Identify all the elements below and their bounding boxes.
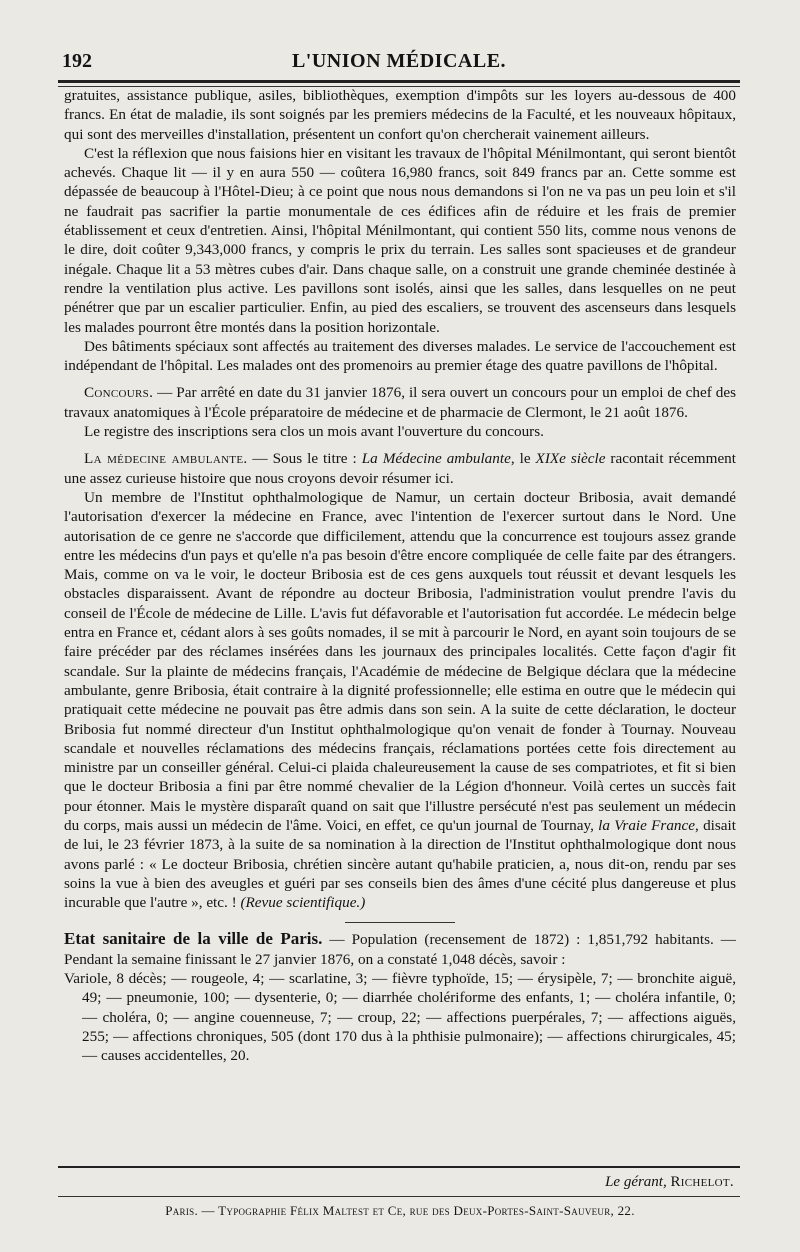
paragraph-text: — Sous le titre : — [247, 450, 362, 468]
paragraph: gratuites, assistance publique, asiles, bibliothèques, exemption d'impôts sur les loyers au-dessous de 400 francs. En état de maladie, ils sont soignés par les premiers médecins de la Faculté, et les nouveaux hôpitaux, qui sont des merveilles d'installation, présentent un confort qu'on chercherait vainement ailleurs. — [64, 87, 736, 143]
header-rule — [58, 80, 740, 83]
gerant-name: Richelot. — [670, 1174, 734, 1190]
article-body — [64, 86, 736, 1066]
etat-lead-paragraph — [64, 929, 736, 969]
section-heading: Concours. — [84, 384, 154, 402]
page-header — [58, 48, 740, 78]
paragraph: Des bâtiments spéciaux sont affectés au traitement des diverses malades. Le service de l'accouchement est indépendant de l'hôpital. Les malades ont des promenoirs au premier étage des quatre pavillons de l'hôpital. — [64, 337, 736, 375]
paragraph-medecine-ambulante — [64, 449, 736, 488]
printer-imprint: Paris. — Typographie Félix Maltest et Ce, rue des Deux-Portes-Saint-Sauveur, 22. — [165, 1203, 635, 1218]
etat-heading: Etat sanitaire de la ville de Paris. — [64, 929, 323, 949]
paragraph-text: , disait de lui, le 23 février 1873, à la suite de sa nomination à la direction de l'Institut ophthalmologique dont nous avons parlé : « Le docteur Bribosia, chrétien sincère autant qu'habile praticien, a, nous dit-on, rendu par ses soins la vue à bien des aveugles et guéri par ses conseils bien des âmes d'une cécité plus dangereuse et plus incurable que l'autre », etc. ! — [64, 816, 736, 912]
paragraph-text: , le — [510, 450, 536, 468]
gerant-label: Le gérant, — [605, 1174, 667, 1190]
italic-title: XIXe siècle — [535, 450, 606, 468]
paragraph-text: — Par arrêté en date du 31 janvier 1876, il sera ouvert un concours pour un emploi de chef des travaux anatomiques à l'École préparatoire de médecine et de pharmacie de Clermont, le 21 août 1876. — [64, 384, 736, 421]
footer-rule — [58, 1166, 740, 1168]
etat-sanitaire-section — [64, 929, 736, 1065]
italic-title: la Vraie France — [598, 816, 696, 834]
section-heading: La médecine ambulante. — [84, 450, 248, 468]
page-number: 192 — [62, 50, 92, 72]
etat-text: — Population (recensement de 1872) : 1,851,792 habitants. — Pendant la semaine finissant le 27 janvier 1876, on a constaté 1,048 décès, savoir : — [64, 931, 736, 968]
paragraph: C'est la réflexion que nous faisions hier en visitant les travaux de l'hôpital Ménilmontant, qui seront bientôt achevés. Chaque lit — il y en aura 550 — coûtera 16,980 francs, soit 849 francs par an. Cette somme est dépassée de beaucoup à l'Hôtel-Dieu; à ce point que nous nous demandons si l'on ne va pas un peu loin et s'il ne faudrait pas sacrifier la partie monumentale de ces édifices afin de réduire et les frais de premier établissement et ceux d'entretien. Ainsi, l'hôpital Ménilmontant, qui contient 550 lits, comme nous venons de le dire, doit coûter 9,343,000 francs, y compris le prix du terrain. Les salles sont spacieuses et de grandeur inégale. Chaque lit a 53 mètres cubes d'air. Dans chaque salle, on a construit une grande cheminée destinée à rendre la ventilation plus active. Les pavillons sont isolés, ainsi que les salles, dans lesquelles on ne peut pénétrer que par un escalier particulier. Enfin, au pied des escaliers, se trouvent des ascenseurs dans lesquels les malades pourront être montés dans la position horizontale. — [64, 144, 736, 336]
footer-rule-thin — [58, 1196, 740, 1197]
paragraph-concours — [64, 383, 736, 422]
etat-detail: Variole, 8 décès; — rougeole, 4; — scarlatine, 3; — fièvre typhoïde, 15; — érysipèle, 7; — bronchite aiguë, 49; — pneumonie, 100; — dysenterie, 0; — diarrhée cholériforme des enfants, 1; — choléra infantile, 0; — choléra, 0; — angine couenneuse, 7; — croup, 22; — affections puerpérales, 7; — affections aiguës, 255; — affections chroniques, 505 (dont 170 dus à la phthisie pulmonaire); — affections chirurgicales, 45; — causes accidentelles, 20. — [64, 970, 736, 1065]
paragraph-text: Un membre de l'Institut ophthalmologique de Namur, un certain docteur Bribosia, avait demandé l'autorisation d'exercer la médecine en France, avec l'intention de l'exercer surtout dans le Nord. Une autorisation de ce genre ne s'accorde que difficilement, attendu que la concurrence est toujours assez grande entre les médecins d'un pays et qu'elle n'a pas besoin d'être encore compliquée de celle faite par des étrangers. Mais, comme on va le voir, le docteur Bribosia est de ces gens auxquels tout réussit et devant lesquels les obstacles disparaissent. Avant de répondre au docteur Bribosia, l'administration voulut prendre l'avis du conseil de l'École de médecine de Lille. L'avis fut défavorable et l'autorisation fut accordée. Le médecin belge entra en France et, cédant alors à ses goûts nomades, il se mit à parcourir le Nord, en ayant soin toujours de se faire précéder par des réclames insérées dans les journaux des principales localités. Cette façon d'agir fit scandale. Sur la plainte de médecins français, l'Académie de médecine de Belgique déclara que la médecine ambulante, genre Bribosia, était contraire à la dignité professionnelle; elle estima en outre que le médecin qui pratiquait cette médecine ne pouvait pas être admis dans son sein. A la suite de cette déclaration, le docteur Bribosia fut nommé directeur d'un Institut ophthalmologique qu'on venait de fonder à Tournay. Nouveau scandale et nouvelles réclamations des médecins français, réclamations portées cette fois directement au ministre par un conseiller général. Celui-ci plaida chaleureusement la cause de ses compatriotes, et fit si bien que le docteur Bribosia a fini par être nommé chevalier de la Légion d'honneur. Voilà certes un succès fait pour étonner. Mais le mystère disparaît quand on sait que l'illustre persécuté n'est pas seulement un médecin du corps, mais aussi un médecin de l'âme. Voici, en effet, ce qu'un journal de Tournay, — [64, 488, 736, 834]
paragraph-text: racontait récemment une assez curieuse histoire que nous croyons devoir résumer ici. — [64, 450, 736, 487]
section-separator — [345, 922, 455, 923]
gerant-signature — [605, 1174, 734, 1191]
running-head: L'UNION MÉDICALE. — [291, 50, 507, 72]
source-citation: (Revue scientifique.) — [240, 894, 366, 912]
italic-title: La Médecine ambulante — [361, 450, 511, 468]
paragraph-bribosia — [64, 488, 736, 913]
paragraph: Le registre des inscriptions sera clos un mois avant l'ouverture du concours. — [84, 423, 544, 441]
